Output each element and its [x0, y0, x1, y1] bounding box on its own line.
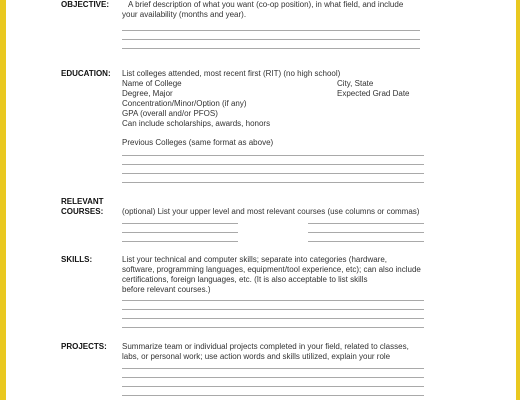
- courses-rule-right-1: [308, 223, 424, 224]
- education-rule-1: [122, 155, 424, 156]
- education-concentration: Concentration/Minor/Option (if any): [122, 99, 247, 108]
- skills-line-2: software, programming languages, equipment/tool experience, etc); can also include: [122, 265, 421, 274]
- education-rule-3: [122, 173, 424, 174]
- objective-rule-3: [122, 48, 420, 49]
- projects-rule-4: [122, 395, 424, 396]
- objective-line-2: your availability (months and year).: [122, 10, 247, 19]
- relevant-courses-text: (optional) List your upper level and most relevant courses (use columns or commas): [122, 207, 420, 216]
- skills-line-3: certifications, foreign languages, etc. (It is also acceptable to list skills: [122, 275, 368, 284]
- education-degree-major: Degree, Major: [122, 89, 173, 98]
- skills-rule-4: [122, 327, 424, 328]
- courses-rule-left-3: [122, 241, 238, 242]
- projects-rule-3: [122, 386, 424, 387]
- education-rule-4: [122, 182, 424, 183]
- projects-label: PROJECTS:: [61, 342, 107, 351]
- education-label: EDUCATION:: [61, 69, 111, 78]
- education-city-state: City, State: [337, 79, 374, 88]
- education-scholarships: Can include scholarships, awards, honors: [122, 119, 271, 128]
- courses-rule-left-1: [122, 223, 238, 224]
- courses-rule-right-2: [308, 232, 424, 233]
- resume-template-page: [6, 0, 516, 400]
- skills-rule-2: [122, 309, 424, 310]
- projects-line-2: labs, or personal work; use action words and skills utilized, explain your role: [122, 352, 391, 361]
- objective-rule-1: [122, 30, 420, 31]
- skills-rule-3: [122, 318, 424, 319]
- projects-rule-2: [122, 377, 424, 378]
- skills-rule-1: [122, 300, 424, 301]
- courses-label: COURSES:: [61, 207, 104, 216]
- skills-label: SKILLS:: [61, 255, 93, 264]
- education-expected-grad: Expected Grad Date: [337, 89, 410, 98]
- education-previous-colleges: Previous Colleges (same format as above): [122, 138, 274, 147]
- skills-line-4: before relevant courses.): [122, 285, 211, 294]
- skills-line-1: List your technical and computer skills; separate into categories (hardware,: [122, 255, 388, 264]
- education-intro: List colleges attended, most recent first (RIT) (no high school): [122, 69, 341, 78]
- projects-rule-1: [122, 368, 424, 369]
- courses-rule-right-3: [308, 241, 424, 242]
- objective-label: OBJECTIVE:: [61, 0, 110, 9]
- objective-rule-2: [122, 39, 420, 40]
- relevant-label: RELEVANT: [61, 197, 104, 206]
- education-gpa: GPA (overall and/or PFOS): [122, 109, 218, 118]
- objective-line-1: A brief description of what you want (co-op position), in what field, and include: [128, 0, 404, 9]
- education-rule-2: [122, 164, 424, 165]
- projects-line-1: Summarize team or individual projects completed in your field, related to classes,: [122, 342, 409, 351]
- courses-rule-left-2: [122, 232, 238, 233]
- education-name-of-college: Name of College: [122, 79, 182, 88]
